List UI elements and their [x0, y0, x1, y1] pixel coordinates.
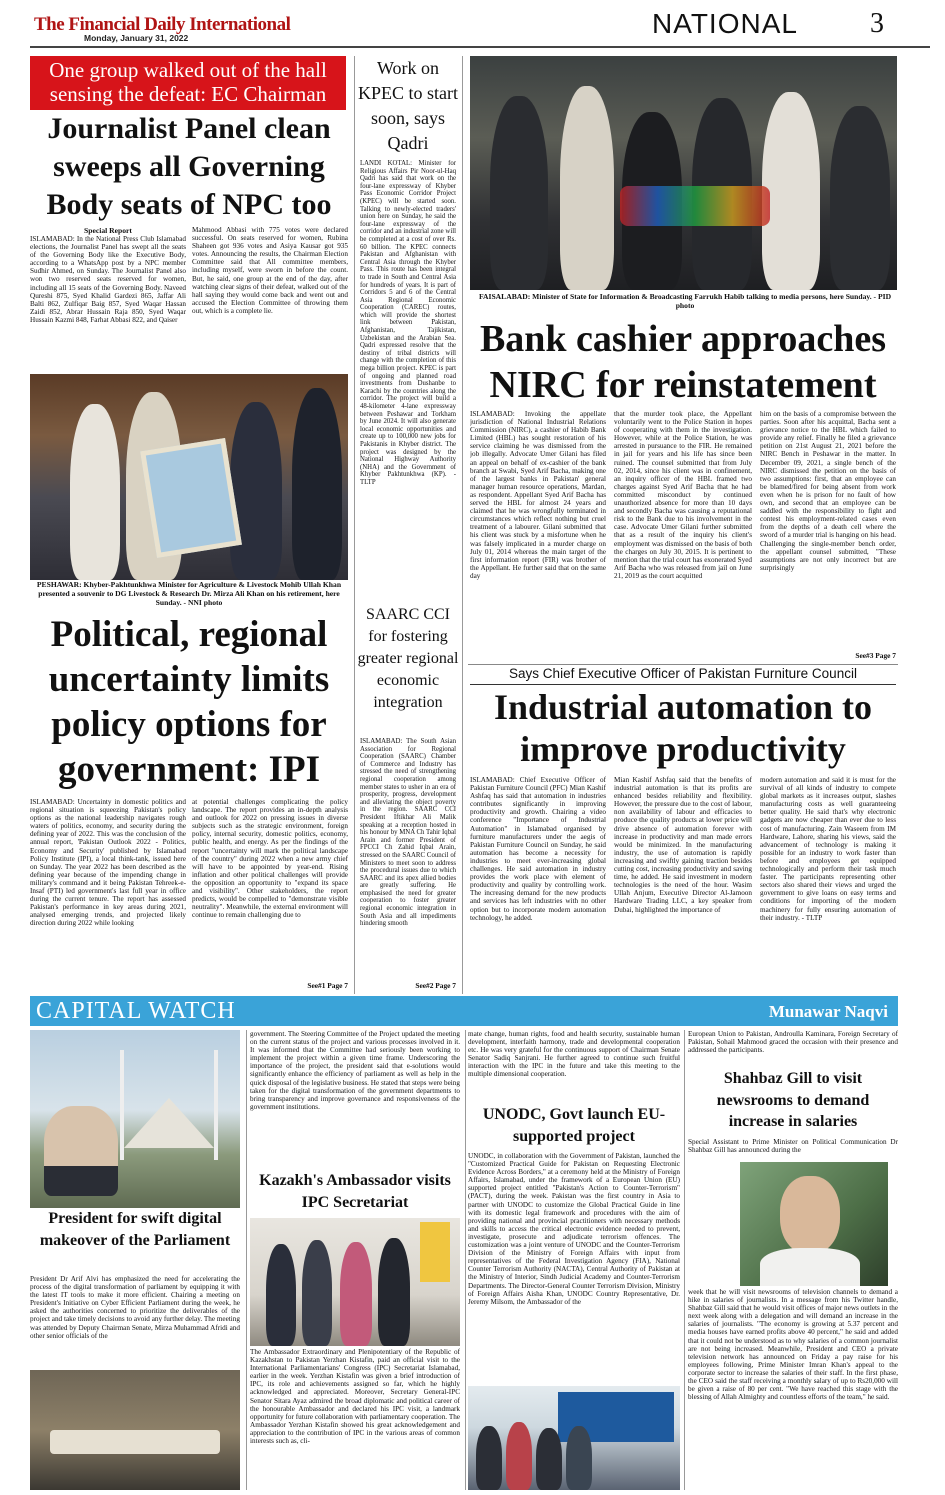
story-body: LANDI KOTAL: Minister for Religious Affairs Pir Noor-ul-Haq Qadri has said that work on the four-lane expressway of Khyber Pass Economic Corridor Project (KPEC) will be started soon. Talking to newly-elected traders' union here on Sunday, he said the four-lane expressway of the corridor and an industrial zone will be completed at a cost of over Rs. 60 billion. The KPEC connects Pakistan and Afghanistan with Central Asia through the Khyber Pass. This route has been integral to trade in South and Central Asia for hundreds of years. It is part of Corridors 5 and 6 of the Central Asia Regional Economic Cooperation (CAREC) routes, which will provide the shortest link between Pakistan, Afghanistan, Tajikistan, Uzbekistan and the Arabian Sea. Qadri expressed resolve that the destiny of tribal districts will change with the completion of this mega billion project. KPEC is part of ongoing and planned road investments from Dushanbe to Karachi by the countries along the corridor. The project will build a 48-kilometer 4-lane expressway between Peshawar and Torkham by June 2024. It will also generate local economic opportunities and create up to 100,000 new jobs for Pakistanis in Khyber district. The project was designed by the National Highway Authority (NHA) and the Government of Khyber Pakhtunkhwa (KP). - TLTP [360, 160, 456, 486]
story-kicker: One group walked out of the hall sensing the defeat: EC Chairman [30, 56, 346, 110]
column-divider [684, 1030, 685, 1490]
byline: Special Report [84, 226, 132, 235]
story-body-col: ISLAMABAD: Chief Executive Officer of Pakistan Furniture Council (PFC) Mian Kashif Ashfaq has said that automation in industries contributes significantly in improving productivity and growth. Chairing a video conference "Importance of Industrial Automation" in Islamabad organised by furniture manufacturers under the aegis of Pakistan Furniture Council on Sunday, he said automation has become a necessity for industries to meet ever-increasing global challenges. He said automation in industry provides the work place with element of productivity and quality by controlling work. The increasing demand for the new products and services has left industries with no other option but to incorporate modern automation technology, he added. [470, 776, 606, 922]
page-number: 3 [870, 8, 884, 39]
story-body-col: that the murder took place, the Appellant voluntarily went to the Police Station in hopes of cooperating with them in the investigation. However, while at the Police Station, he was arrested in pursuance to the FIR. He remained in jail for years and his life has since been ruined. The counsel submitted that from July 02, 2014, since his client was in confinement, an inquiry officer of the HBL framed two charges against Syed Arif Bacha that he had committed misconduct by continued unauthorized absence for more than 10 days and secondly Bacha was causing a reputational risk to the Bank due to his involvement in the case. Advocate Umer Gilani further submitted that as a result of the inquiry his client's employment was dismissed on the basis of both the charges on July 30, 2015. It is pertinent to mention that the trial court has exonerated Syed Arif Bacha who was released from jail on June 21, 2019 as the court acquitted [614, 410, 752, 580]
story-headline: SAARC CCI for fostering greater regional economic integration [357, 606, 459, 711]
story-headline: President for swift digital makeover of the Parliament [39, 1210, 231, 1249]
story-body-col: modern automation and said it is must for the survival of all kinds of industry to compete global markets as it increases output, slashes manufacturing costs as well guaranteeing better quality. He said that's why electronic gadgets are now cheaper than ever due to less cost of manufacturing. Zain Waseem from IM Hardware, Lahore, sharing his views, said the advancement of technology is making it possible for an industry to work faster than before and employees get equipped technologically and perform their task much faster. The participants representing other sectors also shared their views and urged the government to give loans on easy terms and conditions for importing of the modern machinery for fully ensuring automation of their industry. - TLTP [760, 776, 896, 922]
column-divider [465, 1030, 466, 1490]
portrait-face [780, 1176, 840, 1254]
column-divider [354, 56, 355, 994]
story-headline: UNODC, Govt launch EU-supported project [482, 1106, 666, 1145]
photo-mosque [30, 1030, 240, 1208]
photo-ambassador [250, 1218, 460, 1346]
microphones [620, 186, 770, 226]
section-rule [468, 664, 898, 665]
story-kicker: Says Chief Executive Officer of Pakistan Furniture Council [509, 666, 857, 681]
story-headline: Bank cashier approaches NIRC for reinstatement [479, 318, 887, 406]
photo-meeting [30, 1370, 240, 1490]
capital-watch-title: CAPITAL WATCH [36, 998, 236, 1024]
masthead [0, 0, 945, 48]
photo-caption: PESHAWAR: Khyber-Pakhtunkhwa Minister for Agriculture & Livestock Mohib Ullah Khan presented a souvenir to DG Livestock & Research Dr. Mirza Ali Khan on his retirement, here Sunday. - NNI photo [36, 580, 342, 607]
capital-watch-bar [30, 996, 898, 1026]
souvenir-frame [140, 438, 242, 558]
see-page-link[interactable]: See#3 Page 7 [855, 651, 896, 660]
story-body-col: Mian Kashif Ashfaq said that the benefits of industrial automation is that its profits are enhanced besides reliability and flexibility. However, the pressure due to the cost of labour, non availability of labour and efficacies to produce the quality products at lower price will drive absence of automation forever with increase in productivity and man made errors would be minimized. In the manufacturing industry, the use of automation is rapidly increasing and swiftly gaining traction besides cutting cost, increasing productivity and saving time, he added. He said investment in modern technologies is the need of the hour. Wasim Ullah Anjum, Executive Director Al-Jamoon Hardware Trading LLC, a key speaker from Dubai, highlighted the importance of [614, 776, 752, 914]
story-body-col: ISLAMABAD: Invoking the appellate jurisdiction of National Industrial Relations Commission (NIRC), a cashier of Habib Bank Limited (HBL) has sought restoration of his service claiming he was dismissed from the job illegally. Advocate Umer Gilani has filed an appeal on behalf of ex-cashier of the bank branch at Swabi, Syed Arif Bacha, making one of the largest banks in Pakistan' general manager human resource operations, Mardan, as respondent. Appellant Syed Arif Bacha has served the HBL for almost 24 years and claimed that he was wrongfully terminated in circumstances which reflect nothing but cruel treatment of a labourer. Gilani submitted that his client was stuck by a misfortune when he was falsely implicated in a murder charge on July 01, 2014 whereas the main target of the first information report (FIR) was brother of the Appellant. He further said that on the same day [470, 410, 606, 580]
story-body: government. The Steering Committee of the Project updated the meeting on the current status of the project and various processes involved in it. It was informed that the Committee had seriously been working to implement the project within a given time frame. Underscoring the importance of the project, the president said that e-solutions would significantly enhance the efficiency of parliament as well as help in the quick disposal of the legislative business. He stated that steps were being taken for the digital transformation of the government departments to bring transparency and improve governance and responsiveness of the government institutions. [250, 1030, 460, 1111]
story-body: week that he will visit newsrooms of television channels to demand a hike in salaries of journalists. In a message from his Twitter handle, Shahbaz Gill said that he would visit offices of major news outlets in the next week along with a delegation and will demand an increase in the salaries of journalists. "The economy is growing at 5.37 percent and media houses have earned profits above 40 percent," he said and added that it could not be understood as to why salaries of a common journalist are not being increased. Meanwhile, President and CEO a private television network has announced on Friday a pay raise for his employees following, Prime Minister Imran Khan's appeal to the corporate sector to increase the salaries of their staff. In the first phase, the CEO said the staff receiving a monthly salary of up to Rs20,000 will be given a raise of 80 per cent. "We have reached this stage with the blessing of Allah Almighty and countless efforts of the team," he said. [688, 1288, 898, 1402]
portrait-president [44, 1106, 118, 1196]
story-headline: Journalist Panel clean sweeps all Governing Body seats of NPC too [46, 112, 332, 221]
minaret [120, 1050, 124, 1160]
story-body-col: at potential challenges complicating the policy landscape. The report provides an in-depth analysis and outlook for 2022 on pressing issues in diverse subjects such as the strategic environment, foreign policy, internal security, domestic politics, economy, public health, and energy. As per the findings of the report "uncertainty will mark the political landscape of the country" during 2022 when a new army chief will have to be appointed by year-end. Rising inflation and other political challenges will provide the opposition an opportunity to "expand its space and visibility". Other stakeholders, the report predicts, would be compelled to "demonstrate visible neutrality". Meanwhile, the external environment will continue to remain challenging due to [192, 798, 348, 920]
columnist-name: Munawar Naqvi [768, 1002, 888, 1021]
story-headline: Political, regional uncertainty limits policy options for government: IPI [48, 614, 330, 790]
story-headline: Shahbaz Gill to visit newsrooms to demand increase in salaries [716, 1070, 870, 1130]
minaret [214, 1050, 218, 1160]
mosque-dome [124, 1098, 214, 1148]
story-headline: Kazakh's Ambassador visits IPC Secretariat [259, 1172, 451, 1211]
photo-caption: FAISALABAD: Minister of State for Information & Broadcasting Farrukh Habib talking to media persons, here Sunday. - PID photo [478, 292, 892, 310]
photo-faisalabad [470, 56, 897, 290]
story-body: European Union to Pakistan, Androulla Kaminara, Foreign Secretary of Pakistan, Sohail Mahmood graced the occasion with their presence and addressed the participants. [688, 1030, 898, 1055]
story-body: ISLAMABAD: The South Asian Association for Regional Cooperation (SAARC) Chamber of Commerce and Industry has stressed the need of strengthening regional cooperation among member states to usher in an era of prosperity, progress, development and alleviating the object poverty in the region. SAARC CCI President Iftikhar Ali Malik speaking at a reception hosted in his honour by MNA Ch Tahir Iqbal Arain and former President of FPCCI Ch Zahid Iqbal Arain, stressed on the SAARC Council of Ministers to meet soon to address the procedural issues due to which SAARC and its apex allied bodies are greatly suffering. He emphasised the need for greater cooperation to foster greater regional economic integration in South Asia and all impediments hindering smooth [360, 738, 456, 928]
story-headline: Industrial automation to improve productivity [493, 687, 873, 769]
flag [420, 1222, 450, 1282]
section-title: NATIONAL [652, 8, 798, 39]
kicker-rule [470, 684, 896, 685]
issue-date: Monday, January 31, 2022 [84, 33, 189, 43]
conference-table [50, 1430, 220, 1454]
column-divider [462, 56, 463, 994]
story-body-col: ISLAMABAD: Uncertainty in domestic politics and regional situation is squeezing Pakistan's policy options as the national leadership navigates rough waters of politics, economy, and security during the defining year of 2022. This was the conclusion of the annual report, 'Pakistan Outlook 2022 - Politics, Economy and Security' published by Islamabad Policy Institute (IPI), a local think-tank, issued here on Sunday. The year 2022 has been described as the defining year because of the impending change in military's command and it being Pakistan Tehreek-e-Insaf (PTI) led government's last full year in office during the current tenure. The report has assessed Pakistan's performance in key areas during 2021, analysed emerging trends, and projected likely direction during 2022 while looking [30, 798, 186, 928]
story-body-col: him on the basis of a compromise between the parties. Soon after his acquittal, Bacha sent a grievance notice to the HBL which failed to provide any relief. Finally he filed a grievance petition on 21st August 21, 2021 before the NIRC Bench in Peshawar in the matter. In December 09, 2021, a single bench of the NIRC dismissed the petition on the basis of two assumptions: first, that an employee can be blamed/fired for being absent from work even when he is prison for no fault of how own, and second that an employee can be saddled with the responsibility to fight and contest his employment-related cases even from the depths of a death cell where the sword of a murder trial is hanging on his head. Challenging the single-member bench order, the appellant counsel submitted, "These assumptions are not only incorrect but are surprisingly [760, 410, 896, 572]
story-body: The Ambassador Extraordinary and Plenipotentiary of the Republic of Kazakhstan to Pakistan Yerzhan Kistafin, paid an official visit to the International Parliamentarians' Congress (IPC) Secretariat Islamabad, earlier in the week. Yerzhan Kistafin was given a brief introduction of IPC, its role and achievements assigned so far, which he highly acknowledged and appreciated. Moreover, Secretary General-IPC Senator Sitara Ayaz admired the broad diplomatic and political career of the honourable Ambassador and declared his IPC visit, a landmark opportunity for future collaboration with parliamentary cooperation. The Ambassador Yerzhan Kistafin showed his great acknowledgement and appreciation to the contribution of IPC in the various areas of common interests such as, cli- [250, 1348, 460, 1446]
photo-shahbaz-gill [740, 1162, 888, 1286]
masthead-rule [30, 46, 930, 48]
story-body: UNODC, in collaboration with the Government of Pakistan, launched the "Customized Practical Guide for Pakistan on Requesting Electronic Evidence Across Borders," at a ceremony held at the Ministry of Foreign Affairs, Islamabad, under the framework of a European Union (EU) supported project entitled "Pakistan's Action to Counter-Terrorism" (PACT), during the week. Pakistan was the first country in Asia to partner with UNODC to customize the Global Practical Guide in line with its domestic legal framework and procedures with the aim of providing national and provincial practitioners with necessary methods and skills to access the critical electronic evidence needed to prevent, investigate, prosecute and adjudicate terrorism offences. The customization was a joint venture of UNODC and the Counter-Terrorism Division of the Ministry of Foreign Affairs with input from representatives of the Federal Investigation Agency (FIA), National Counter Terrorism Authority (NACTA), Central Authority of Pakistan at the Ministry of Interior, Sindh Judicial Academy and Counter-Terrorism Departments. The Director-General Counter Terrorism Division, Ministry of Foreign Affairs Aisha Khan, UNODC Country Representative, Dr. Jeremy Milsom, the Ambassador of the [468, 1152, 680, 1306]
photo-unodc [468, 1386, 680, 1490]
portrait-shoulders [760, 1248, 860, 1286]
photo-peshawar [30, 374, 348, 580]
see-page-link[interactable]: See#1 Page 7 [307, 981, 348, 990]
story-body-col: ISLAMABAD: In the National Press Club Islamabad elections, the Journalist Panel has swept all the seats of the Governing Body like the Executive Body, according to a WhatsApp post by a NPC member Sudhir Ahmed, on Sunday. The Journalist Panel also won two reserved seats reserved for women, including all 15 seats of the Governing Body. Naveed Qureshi 875, Syed Khalid Gardezi 865, Jaffar Ali Balti 862, Zulfiqar Baig 857, Syed Waqar Hassan Zaidi 852, Abrar Hussain Raja 850, Syed Waqar Hussain Kazmi 848, Farhat Abbasi 822, and Qaiser [30, 235, 186, 324]
story-body: mate change, human rights, food and health security, sustainable human development, interfaith harmony, trade and developmental cooperation etc. He was very grateful for the continuous support of Chairman Senate Senator Sadiq Sanjrani. He further agreed to continue such fruitful interaction with the IPC in the future and take this meeting to the multiple dimensional cooperation. [468, 1030, 680, 1079]
see-page-link[interactable]: See#2 Page 7 [415, 981, 456, 990]
column-divider [246, 1030, 247, 1490]
paper-name: The Financial Daily International [34, 14, 291, 35]
story-body: Special Assistant to Prime Minister on Political Communication Dr Shahbaz Gill has announced during the [688, 1138, 898, 1155]
story-body-col: Mahmood Abbasi with 775 votes were declared successful. On seats reserved for women, Rubina Shaheen got 936 votes and Asiya Kausar got 935 votes. Announcing the results, the Chairman Election Committee said that All committee members, including myself, were sworn in before the count. But, he said, one group at the end of the day, after watching clear signs of their defeat, walked out of the hall saying they would come back and went out and accused the Election Committee of throwing them out, which is a complete lie. [192, 226, 348, 315]
story-body: President Dr Arif Alvi has emphasized the need for accelerating the process of the digital transformation of parliament by equipping it with the latest IT tools to make it more efficient. Chairing a meeting on President's Initiative on Cyber Efficient Parliament during the week, he asked the authorities concerned to prioritize the deliverables of the project and take timely decisions to avoid any further delay. The meeting was attended by Deputy Chairman Senate, Mirza Muhammad Afridi and other senior officials of the [30, 1275, 240, 1340]
story-headline: Work on KPEC to start soon, says Qadri [358, 58, 458, 153]
